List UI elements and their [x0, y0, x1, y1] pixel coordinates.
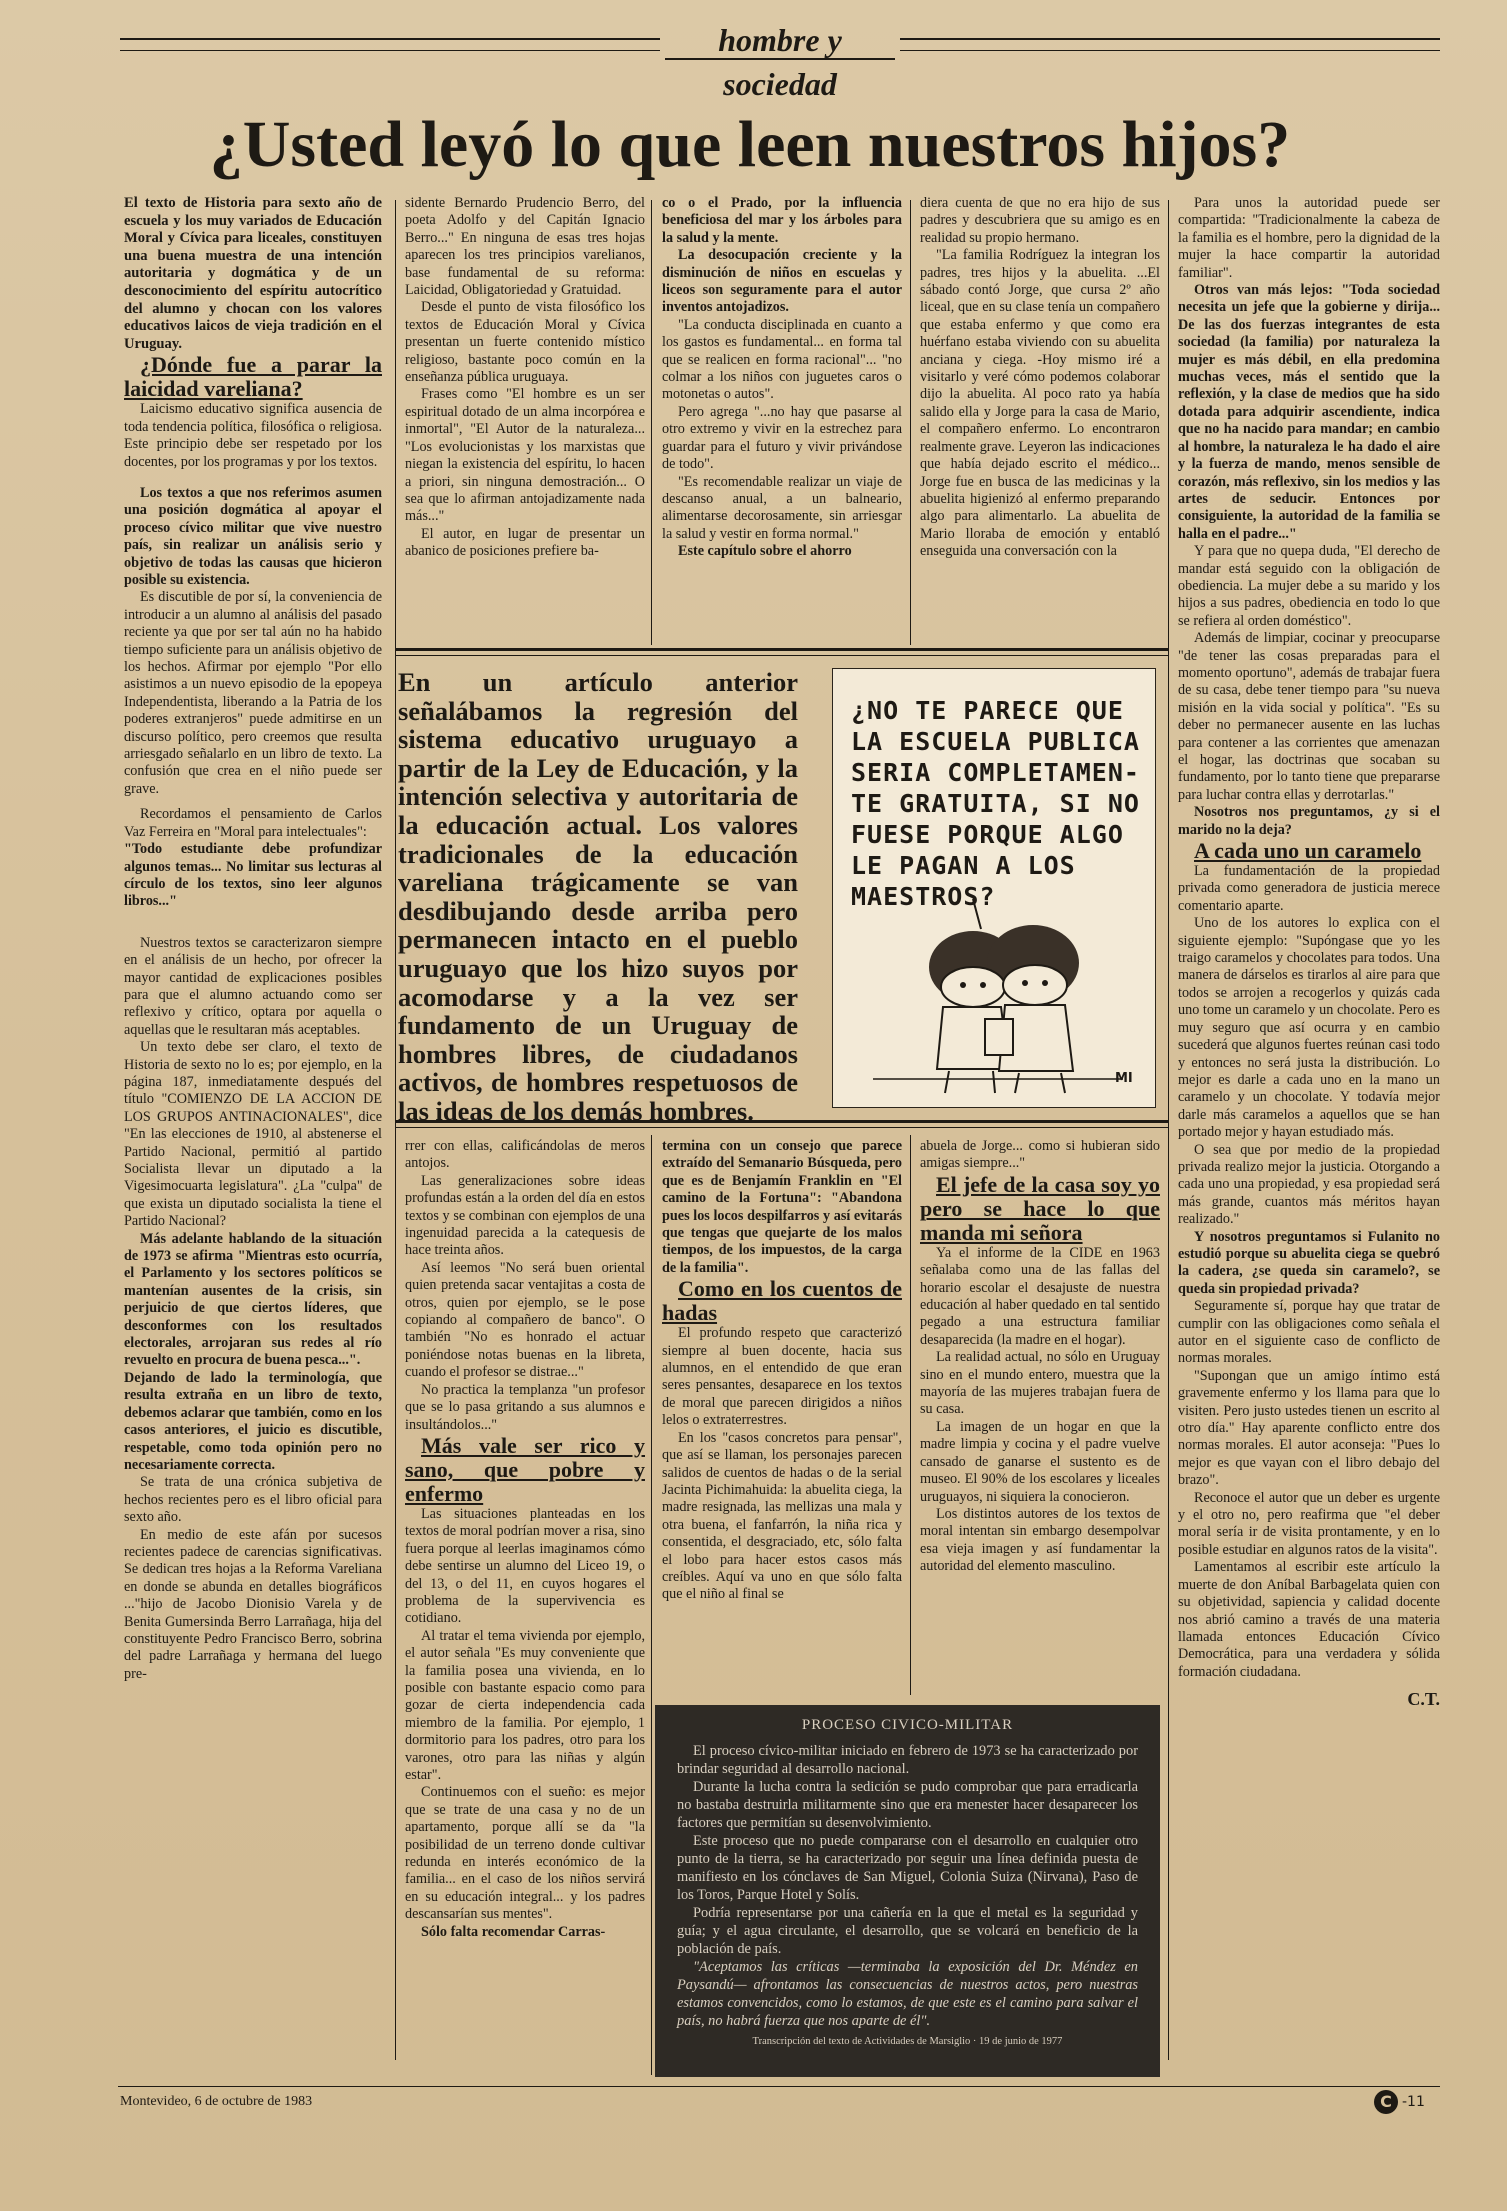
paragraph-bold: Nosotros nos preguntamos, ¿y si el marido no la deja?	[1178, 804, 1440, 838]
footer-rule	[118, 2086, 1440, 2087]
headline: ¿Usted leyó lo que leen nuestros hijos?	[209, 108, 1291, 181]
paragraph: Desde el punto de vista filosófico los textos de Educación Moral y Cívica presentan un fuerte contenido místico religioso, bastante poco común en la enseñanza pública uruguaya.	[405, 299, 645, 386]
paragraph: "Es recomendable realizar un viaje de descanso anual, a un balneario, alimentarse decorosamente, sin arriesgar la salud y vestir en forma normal."	[662, 473, 902, 542]
paragraph: Al tratar el tema vivienda por ejemplo, el autor señala "Es muy conveniente que la familia posea una vivienda, en lo posible con bastante espacio como para gozar de cierta independencia cada miembro de la familia. Por ejemplo, 1 dormitorio para los padres, otro para los varones, otro para las niñas y algún estar".	[405, 1627, 645, 1783]
column-4-bottom	[920, 1138, 1160, 1698]
section-tag: hombre y sociedad	[718, 22, 842, 102]
paragraph: sidente Bernardo Prudencio Berro, del poeta Adolfo y del Capitán Ignacio Berro..." En ninguna de esas tres hojas aparecen los tres principios varelianos, base fundamental de su reforma: Laicidad, Obligatoriedad y Gratuidad.	[405, 195, 645, 299]
paragraph: Nuestros textos se caracterizaron siempre en el análisis de un hecho, por ofrecer la mayor cantidad de explicaciones posibles para que el alumno actuando como ser reflexivo y crítico, optara por aquella o aquellas que le resultaran más aceptables.	[124, 934, 382, 1038]
sidebar-box-proceso-civico-militar	[655, 1705, 1160, 2077]
subheading-caramelo: A cada uno un caramelo	[1194, 838, 1422, 864]
box-paragraph: "Aceptamos las críticas —terminaba la exposición del Dr. Méndez en Paysandú— afrontamos las consecuencias de nuestros actos, pero nuestras estamos convencidos, como lo estamos, de que este es el camino para salvar el país, no habrá fuerza que nos aparte de él".	[677, 1959, 1138, 2029]
paragraph: "Supongan que un amigo íntimo está gravemente enfermo y los llama para que lo visiten. Pero justo ustedes tienen un escrito al otro día." Hay aparente conflicto entre dos normas morales. El autor aconseja: "Pues lo mejor es que vayan con el libro debajo del brazo".	[1178, 1367, 1440, 1489]
section-tag-underline	[665, 58, 895, 60]
paragraph: No practica la templanza "un profesor que se lo pasa gritando a sus alumnos e insultándolos..."	[405, 1381, 645, 1433]
paragraph: Frases como "El hombre es un ser espiritual dotado de un alma incorpórea e inmortal", "El Autor de la naturaleza... "Los evolucionistas y los marxistas que niegan la existencia del espíritu, lo hacen a priori, sin ninguna demostración... O sea que lo afirman antojadizamente nada más..."	[405, 386, 645, 525]
paragraph: Reconoce el autor que un deber es urgente y el otro no, pero reafirma que "el deber moral sería ir de visita prontamente, y en lo posible estudiar en algunos ratos de la visita".	[1178, 1489, 1440, 1558]
subheading-rico-sano: Más vale ser rico y sano, que pobre y enfermo	[405, 1432, 645, 1506]
column-4-top	[920, 195, 1160, 640]
paragraph: Es discutible de por sí, la conveniencia de introducir a un alumno al análisis del pasado reciente ya que por ser tal aún no ha habido tiempo suficiente para un análisis objetivo de los hechos. Afirmar por ejemplo "Por ello asistimos a un nuevo episodio de la epopeya Independentista, liberando a la Patria de los poderes extranjeros" puede admitirse en un discurso político, pero creemos que resulta arriesgado señalarlo en un libro de texto. La confusión que crea en el niño puede ser grave.	[124, 589, 382, 797]
header-rule-right	[900, 38, 1440, 40]
cartoon-line: ¿NO TE PARECE QUE	[851, 696, 1124, 725]
paragraph: Recordamos el pensamiento de Carlos Vaz Ferreira en "Moral para intelectuales":	[124, 806, 382, 840]
cartoon-line: MAESTROS?	[851, 882, 996, 911]
paragraph: Las generalizaciones sobre ideas profundas están a la orden del día en estos textos y se combinan con ejemplos de una ingenuidad parecida a la catequesis de hace treinta años.	[405, 1172, 645, 1259]
publication-logo: C	[1374, 2090, 1398, 2114]
subheading-jefe-casa: El jefe de la casa soy yo pero se hace lo que manda mi señora	[920, 1171, 1160, 1245]
dateline: Montevideo, 6 de octubre de 1983	[120, 2094, 313, 2109]
paragraph: abuela de Jorge... como si hubieran sido amigas siempre..."	[920, 1138, 1160, 1172]
cartoon-panel	[832, 668, 1156, 1108]
paragraph: Seguramente sí, porque hay que tratar de cumplir con las obligaciones como señala el autor en el siguiente caso de conflicto de normas morales.	[1178, 1298, 1440, 1367]
paragraph: Pero agrega "...no hay que pasarse al otro extremo y vivir en la estrechez para guardar para el futuro y vivir privándose de todo".	[662, 403, 902, 473]
paragraph: diera cuenta de que no era hijo de sus padres y descubriera que su amigo es en realidad su propio hermano.	[920, 195, 1160, 246]
paragraph: Los distintos autores de los textos de moral intentan sin embargo desempolvar esa vieja imagen y así fundamentar la autoridad del elemento masculino.	[920, 1505, 1160, 1575]
paragraph-bold: Más adelante hablando de la situación de 1973 se afirma "Mientras esto ocurría, el Parlamento y los sectores políticos se mantenían ausentes de la crisis, sin perjuicio de que ciertos líderes, que desconformes con los resultados electorales, arrojaran sus redes al río revuelto en procura de buena pesca...".	[124, 1230, 382, 1369]
paragraph-bold: Este capítulo sobre el ahorro	[678, 543, 852, 560]
paragraph: El autor, en lugar de presentar un abanico de posiciones prefiere ba-	[405, 525, 645, 560]
column-3-bottom	[662, 1138, 902, 1698]
column-separator	[910, 1135, 911, 1695]
paragraph-bold: co o el Prado, por la influencia beneficiosa del mar y los árboles para la salud y la mente.	[662, 195, 902, 246]
paragraph: En los "casos concretos para pensar", que así se llaman, los personajes parecen salidos de cuentos de hadas o de la serial Jacinta Pichimahuida: la abuelita ciega, la madre resignada, las mellizas una mala y otra buena, el fanfarrón, la niña rica y consentida, el desgraciado, etc, sólo falta el lobo para hacer estos casos más creíbles. Aquí va uno en que sólo falta que el niño al final se	[662, 1429, 902, 1603]
paragraph: Un texto debe ser claro, el texto de Historia de sexto no lo es; por ejemplo, en la página 187, inmediatamente después del título "COMIENZO DE LA ACCION DE LOS GRUPOS ANTINACIONALES", dice "En las elecciones de 1910, al abstenerse el Partido Nacional, permitió al partido Socialista llevar un diputado a la Vigesimocuarta legislatura". ¿La "culpa" de que exista un diputado socialista la tiene el Partido Nacional?	[124, 1039, 382, 1230]
box-body	[677, 1742, 1138, 2030]
cartoon-line: TE GRATUITA, SI NO	[851, 789, 1140, 818]
box-title: PROCESO CIVICO-MILITAR	[801, 1717, 1014, 1733]
paragraph: La imagen de un hogar en que la madre limpia y cocina y el padre vuelve cansado de ganarse el sustento es de museo. El 90% de los escolares y liceales uruguayos, ni siquiera la conocieron.	[920, 1418, 1160, 1505]
header-rule-left	[120, 38, 660, 40]
cartoon-line: LE PAGAN A LOS	[851, 851, 1076, 880]
pull-quote: En un artículo anterior señalábamos la regresión del sistema educativo uruguayo a partir de la Ley de Educación, y la intención selectiva y autoritaria de la educación actual. Los valores tradicionales de la educación vareliana trágicamente se van desdibujando desde arriba pero permanecen intacto en el pueblo uruguayo que los hizo suyos por acomodarse y a la vez ser fundamento de un Uruguay de hombres libres, de ciudadanos activos, de hombres respetuosos de las ideas de los demás hombres.	[398, 667, 798, 1126]
subheading-laicidad: ¿Dónde fue a parar la laicidad vareliana?	[124, 352, 382, 402]
paragraph: Así leemos "No será buen oriental quien pretenda sacar ventajitas a costa de otros, quien por ejemplo, se le pose copiando al compañero de banco". O también "No es honrado el actuar poniéndose notas buenas en la libreta, cuando el profesor se distrae..."	[405, 1259, 645, 1381]
header-rule-left-lower	[120, 50, 660, 51]
cartoon-speech	[851, 695, 1151, 915]
column-separator	[910, 200, 911, 645]
paragraph: En medio de este afán por sucesos recientes padece de carencias significativas. Se dedican tres hojas a la Reforma Vareliana en donde se abunda en detalles biográficos ..."hijo de Jacobo Dionisio Varela y de Benita Gumersinda Berro Larrañaga, hija del constituyente Pedro Francisco Berro, sobrina del padre Larrañaga y hermana del luego pre-	[124, 1526, 382, 1682]
paragraph: El profundo respeto que caracterizó siempre al buen docente, hacia sus alumnos, en el entendido de que eran seres pensantes, desaparece en los textos de moral que parecen dirigidos a niños lelos o extraterrestres.	[662, 1325, 902, 1429]
paragraph: Y para que no quepa duda, "El derecho de mandar está seguido con la obligación de obediencia. La mujer debe a su marido y los hijos a sus padres, obediencia en todo lo que se refiera al orden doméstico".	[1178, 543, 1440, 629]
box-source: Transcripción del texto de Actividades de Marsiglio · 19 de junio de 1977	[752, 2036, 1063, 2047]
quote-vaz-ferreira: "Todo estudiante debe profundizar algunos temas... No limitar sus lecturas al círculo de los textos, sino leer algunos libros..."	[124, 841, 382, 910]
paragraph-bold: Y nosotros preguntamos si Fulanito no estudió porque su abuelita ciega se quebró la cadera, ¿se queda sin caramelo?, se queda sin propiedad privada?	[1178, 1228, 1440, 1297]
paragraph: Además de limpiar, cocinar y preocuparse "de tener las cosas preparadas para el momento oportuno", además de trabajar fuera de su casa, debe tener tiempo para "su nueva misión en la vida social y política". "Es su deber no permanecer ausente en las luchas para contener a las corrientes que amenazan el hogar, las doctrinas que socaban su fundamento, por lo tanto tiene que prepararse para luchar contra ellas y derrotarlas."	[1178, 630, 1440, 803]
column-separator	[651, 1135, 652, 2075]
subheading-cuentos-hadas: Como en los cuentos de hadas	[662, 1276, 902, 1326]
paragraph: Lamentamos al escribir este artículo la muerte de don Aníbal Barbagelata quien con su objetividad, sapiencia y calidad docente nos abrió camino a través de una materia llamada entonces Educación Cívico Democrática, para una verdadera y sólida formación ciudadana.	[1178, 1559, 1440, 1680]
box-paragraph: Durante la lucha contra la sedición se pudo comprobar que para erradicarla no bastaba destruirla militarmente sino que era menester hacer desaparecer los factores que permitían su desenvolvimiento.	[677, 1779, 1138, 1831]
paragraph-bold: La desocupación creciente y la disminución de niños en escuelas y liceos son seguramente para el autor inventos antojadizos.	[662, 247, 902, 316]
paragraph: "La conducta disciplinada en cuanto a los gastos es fundamental... en forma tal que se realicen en forma racional"... "no colmar a los niños con juguetes caros o motonetas o autos".	[662, 316, 902, 403]
paragraph: La realidad actual, no sólo en Uruguay sino en el mundo entero, muestra que la mayoría de las mujeres trabajan fuera de su casa.	[920, 1349, 1160, 1418]
paragraph: La fundamentación de la propiedad privada como generadora de justicia merece comentario aparte.	[1178, 863, 1440, 914]
band-rule-bottom-thin	[395, 1127, 1168, 1128]
page-number: -11	[1402, 2094, 1425, 2110]
cartoon-line: LA ESCUELA PUBLICA	[851, 727, 1140, 756]
column-separator	[651, 200, 652, 645]
box-paragraph: Podría representarse por una cañería en la que el metal es la seguridad y guía; y el agua circulante, el desarrollo, que se volcará en beneficio de la población de país.	[677, 1905, 1138, 1957]
cartoon-line: SERIA COMPLETAMEN-	[851, 758, 1140, 787]
paragraph: Para unos la autoridad puede ser compartida: "Tradicionalmente la cabeza de la familia es el hombre, pero la dignidad de la mujer la hace compartir la autoridad familiar".	[1178, 195, 1440, 281]
paragraph-bold: Los textos a que nos referimos asumen una posición dogmática al apoyar el proceso cívico militar que vive nuestro país, sin realizar un análisis serio y objetivo de todas las causas que hicieron posible su existencia.	[124, 484, 382, 588]
column-5	[1178, 195, 1440, 2085]
signature: C.T.	[1407, 1689, 1440, 1710]
column-3-top	[662, 195, 902, 640]
lead-paragraph: El texto de Historia para sexto año de escuela y los muy variados de Educación Moral y Cívica para liceales, constituyen una buena muestra de una intención autoritaria y dogmática y de un desconocimiento del espíritu autocrítico del alumno y chocan con los valores educativos laicos de vieja tradición en el Uruguay.	[124, 195, 382, 352]
band-rule-top	[395, 648, 1168, 651]
cartoon-children-illustration	[873, 889, 1123, 1099]
paragraph: Continuemos con el sueño: es mejor que se trate de una casa y no de un apartamento, porque allí se da "la posibilidad de un terreno donde cultivar redunda en interés económico de la familia... en el caso de los niños servirá en su educación integral... y los padres descansarían sus mentes".	[405, 1784, 645, 1923]
column-2-bottom	[405, 1138, 645, 2088]
paragraph-bold: Sólo falta recomendar Carras-	[421, 1923, 606, 1940]
paragraph: O sea que por medio de la propiedad privada realizo mejor la justicia. Otorgando a cada uno una propiedad, y esa propiedad será más grande, cuantos más méritos hayan realizado."	[1178, 1141, 1440, 1228]
paragraph-bold: termina con un consejo que parece extraído del Semanario Búsqueda, pero que es de Benjamín Franklin en "El camino de la Fortuna": "Abandona pues los locos despilfarros y así evitarás que tengas que quejarte de los malos tiempos, de los impuestos, de la carga de la familia".	[662, 1138, 902, 1276]
paragraph: Ya el informe de la CIDE en 1963 señalaba como una de las fallas del horario escolar el desajuste de nuestra educación al haber quedado en tal sentido pegado a una estructura familiar desaparecida (la madre en el hogar).	[920, 1244, 1160, 1348]
box-paragraph: Este proceso que no puede compararse con el desarrollo en cualquier otro punto de la tierra, se ha caracterizado por seguir una línea definida puesta de manifiesto en los cónclaves de San Miguel, Colonia Suiza (Nirvana), Paso de los Toros, Parque Hotel y Solís.	[677, 1833, 1138, 1903]
paragraph: Se trata de una crónica subjetiva de hechos recientes pero es el libro oficial para sexto año.	[124, 1474, 382, 1526]
cartoon-signature: MI	[1115, 1071, 1133, 1086]
band-rule-top-thin	[395, 655, 1168, 656]
paragraph-bold: Dejando de lado la terminología, que resulta extraña en un libro de texto, debemos aclarar que también, como en los casos anteriores, el juicio es discutible, respetable, como toda opinión pero no necesariamente correcta.	[124, 1369, 382, 1473]
column-separator	[1168, 200, 1169, 2060]
column-separator	[395, 200, 396, 2060]
cartoon-line: FUESE PORQUE ALGO	[851, 820, 1124, 849]
paragraph: Las situaciones planteadas en los textos de moral podrían mover a risa, sino fuera porque al leerlas imaginamos cómo debe sentirse un alumno del Liceo 19, o del 13, o del 11, en cuyos hogares el problema de la supervivencia es cotidiano.	[405, 1505, 645, 1627]
paragraph: Uno de los autores lo explica con el siguiente ejemplo: "Supóngase que yo les traigo caramelos y chocolates para todos. Una manera de dárselos es tirarlos al aire para que todos se arrojen a recogerlos y quizás cada uno tome un caramelo y un chocolate. Pero es muy seguro que así ocurra y en cambio sucederá que algunos fuertes reúnan casi todo y entonces no será justa la distribución. Lo mejor es darle a cada uno en la mano un caramelo y un chocolate. Y todavía mejor darle más caramelos a aquellos que se han portado mejor y hayan estudiado más.	[1178, 915, 1440, 1141]
box-paragraph: El proceso cívico-militar iniciado en febrero de 1973 se ha caracterizado por brindar seguridad al desarrollo nacional.	[677, 1743, 1138, 1777]
column-1	[124, 195, 382, 2075]
paragraph: rrer con ellas, calificándolas de meros antojos.	[405, 1138, 645, 1172]
paragraph: Laicismo educativo significa ausencia de toda tendencia política, filosófica o religiosa. Este principio debe ser respetado por los docentes, por los programas y por los textos.	[124, 401, 382, 470]
column-2-top	[405, 195, 645, 640]
header-rule-right-lower	[900, 50, 1440, 51]
paragraph-bold: Otros van más lejos: "Toda sociedad necesita un jefe que la gobierne y dirija... De las dos fuerzas integrantes de esta sociedad (la familia) por naturaleza la mujer es más débil, en ella predomina muchas veces, más el sentido que la reflexión, y la clase de medios que ha sido dotada para adquirir ascendiente, indica que no ha nacido para mandar; en cambio al hombre, la naturaleza le ha dado el aire y la fuerza de mando, menos sensible de corazón, más reflexivo, sin los medios y las artes de seducir. Entonces por consiguiente, la autoridad de la familia se halla en el padre..."	[1178, 282, 1440, 542]
paragraph: "La familia Rodríguez la integran los padres, tres hijos y la abuelita. ...El sábado contó Jorge, que cursa 2º año liceal, que en su clase tenía un compañero que estaba enfermo y que como era huérfano estaba viviendo con su abuelita anciana y ciega. -Hoy mismo iré a visitarlo y veré cómo podemos colaborar dijo la abuelita. Al poco rato ya había salido ella y Jorge para la casa de Mario, el compañero enfermo. Lo encontraron realmente grave. Leyeron las indicaciones que había dejado escrito el médico... Jorge fue en busca de las medicinas y la abuelita higienizó al enfermo preparando algo para alimentarlo. La abuelita de Mario lloraba de emoción y entabló enseguida una conversación con la	[920, 247, 1160, 560]
